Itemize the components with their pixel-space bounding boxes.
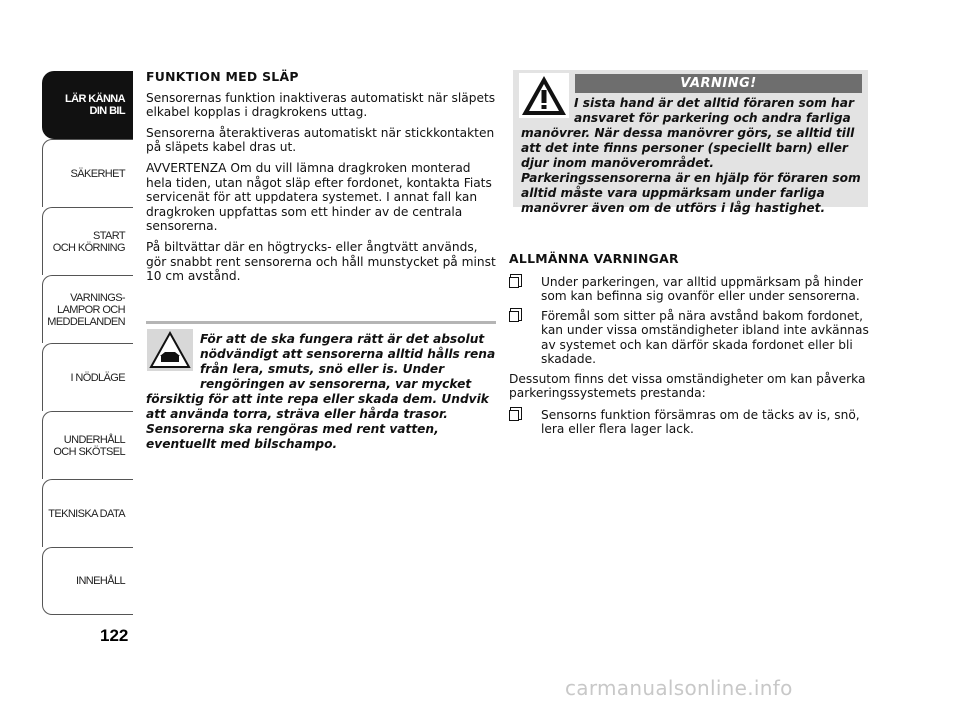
tab-label: INNEHÅLL (76, 575, 125, 587)
tab-varningslampor[interactable] (42, 275, 133, 343)
warning-title: VARNING! (575, 74, 862, 93)
watermark: carmanualsonline.info (565, 676, 793, 700)
tab-label: I NÖDLÄGE (70, 371, 125, 384)
right-column (509, 252, 869, 442)
tab-innehall[interactable] (42, 547, 133, 615)
paragraph: På biltvättar där en högtrycks- eller ångtvätt används, gör snabbt rent sensorerna och håll munstycket på minst 10 cm avstånd. (146, 239, 496, 284)
tab-underhall[interactable] (42, 411, 133, 479)
list-item (509, 275, 869, 304)
paragraph: Dessutom finns det vissa omständigheter om kan påverka parkeringssystemets prestanda: (509, 371, 866, 400)
warning-text-block (521, 96, 864, 216)
tab-label: TEKNISKA DATA (48, 507, 125, 520)
list-item-text: Föremål som sitter på nära avstånd bakom fordonet, kan under vissa omständigheter ibland inte avkännas av systemet och kan därför skada fordonet eller bli skadade. (541, 308, 869, 366)
note-text-block (146, 332, 496, 452)
tab-label: UNDERHÅLL OCH SKÖTSEL (53, 433, 125, 458)
checkbox-bullet-icon (509, 311, 519, 322)
tab-i-nodlage[interactable] (42, 343, 133, 411)
tab-sakerhet[interactable] (42, 139, 133, 207)
note-text: För att de ska fungera rätt är det absolut nödvändigt att sensorerna alltid hålls rena från lera, smuts, snö eller is. Under rengöringen av sensorerna, var mycket försiktig för att inte repa eller skada dem. Undvik att använda torra, sträva eller hårda trasor. Sensorerna ska rengöras med rent vatten, eventuellt med bilschampo. (146, 332, 496, 451)
tab-label: LÄR KÄNNA DIN BIL (65, 93, 125, 117)
list-item (509, 309, 869, 367)
list-item-text: Sensorns funktion försämras om de täcks av is, snö, lera eller flera lager lack. (541, 407, 860, 436)
list-item (509, 408, 869, 437)
page-number: 122 (100, 626, 129, 645)
paragraph: AVVERTENZA Om du vill lämna dragkroken monterad hela tiden, utan något släp efter fordonet, kontakta Fiats servicenät för att uppdatera systemet. I annat fall kan dragkroken uppfattas som ett hinder av de centrala sensorerna. (146, 160, 492, 234)
tab-tekniska-data[interactable] (42, 479, 133, 547)
paragraph: Sensorerna återaktiveras automatiskt när stickkontakten på släpets kabel dras ut. (146, 125, 495, 155)
list-item-text: Under parkeringen, var alltid uppmärksam på hinder som kan befinna sig ovanför eller under sensorerna. (541, 274, 863, 303)
left-column (146, 70, 498, 290)
warning-text: I sista hand är det alltid föraren som har ansvaret för parkering och andra farliga manövrer. När dessa manövrer görs, se alltid till att det inte finns personer (speciellt barn) eller djur inom manöverområdet. Parkeringssensorerna är en hjälp för föraren som alltid måste vara uppmärksam under farliga manövrer även om de utförs i låg hastighet. (521, 96, 861, 215)
tab-label: SÄKERHET (70, 167, 125, 180)
note-divider (146, 321, 496, 324)
tab-start-och-korning[interactable] (42, 207, 133, 275)
paragraph: Sensorernas funktion inaktiveras automatiskt när släpets elkabel kopplas i dragkrokens uttag. (146, 90, 496, 120)
section-heading: FUNKTION MED SLÄP (146, 69, 299, 84)
tab-label: VARNINGS- LAMPOR OCH MEDDELANDEN (47, 291, 125, 328)
tab-lar-kanna-din-bil[interactable] (42, 71, 133, 139)
checkbox-bullet-icon (509, 410, 519, 421)
checkbox-bullet-icon (509, 277, 519, 288)
section-heading: ALLMÄNNA VARNINGAR (509, 251, 679, 266)
tab-label: START OCH KÖRNING (52, 229, 125, 254)
